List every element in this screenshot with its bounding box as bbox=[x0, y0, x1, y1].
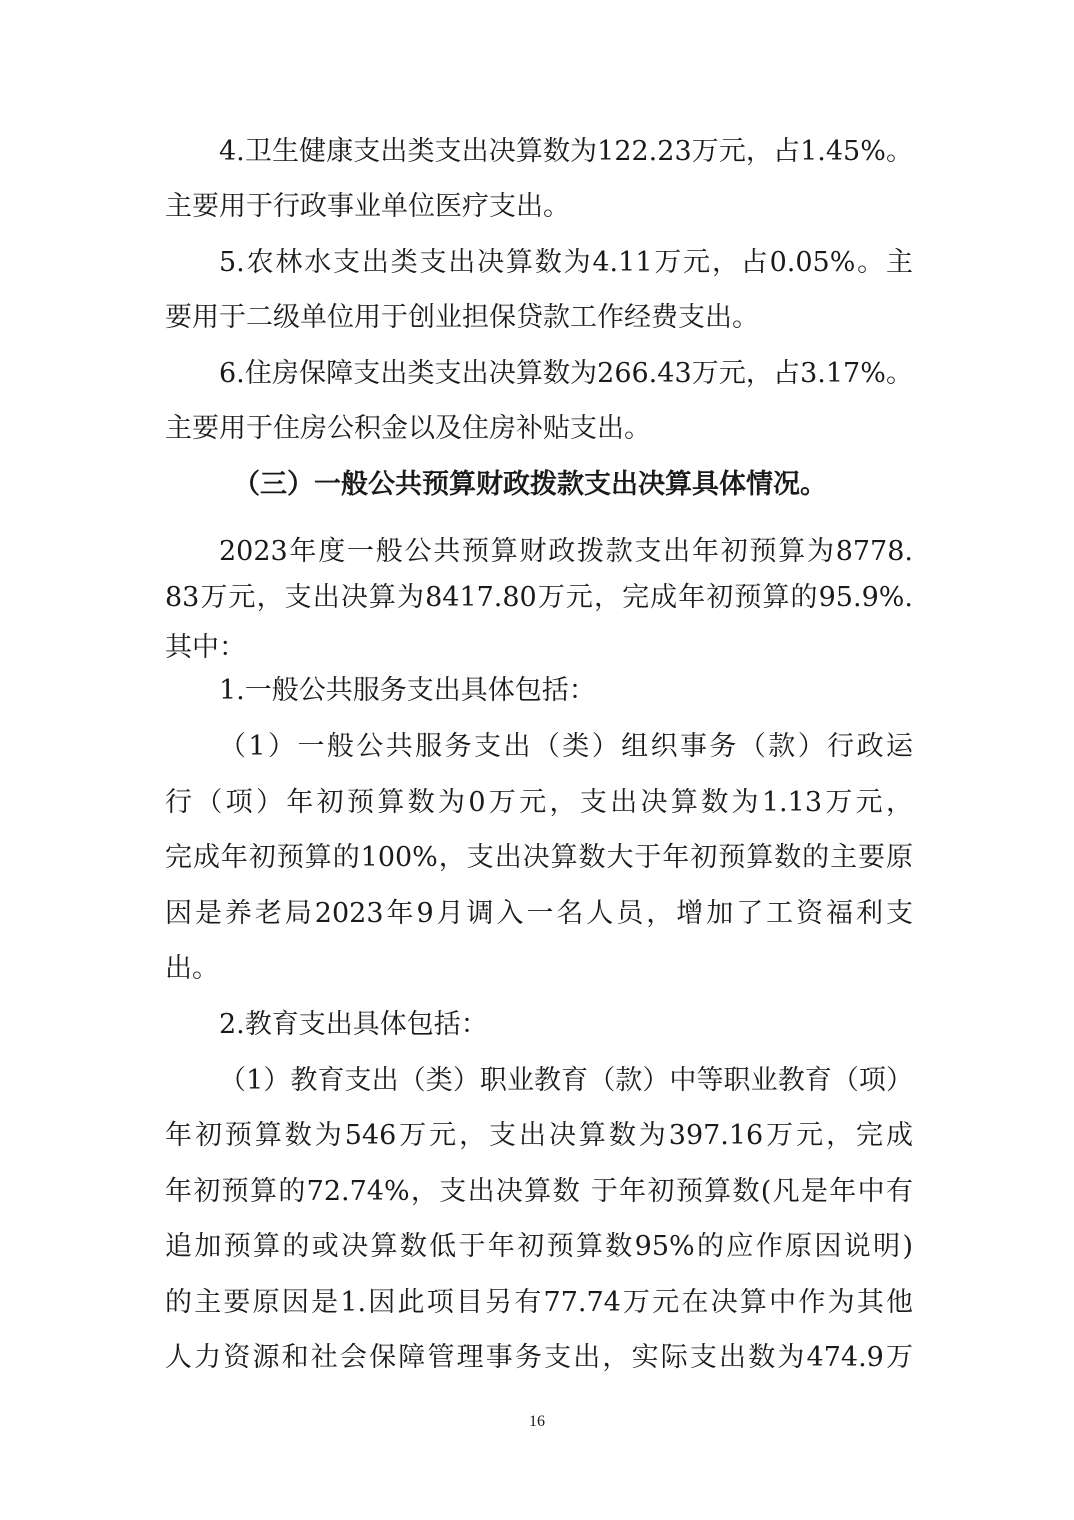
paragraph-education-line-6: 人力资源和社会保障管理事务支出，实际支出数为474.9万 bbox=[165, 1342, 913, 1373]
paragraph-education-line-2: 年初预算数为546万元，支出决算数为397.16万元，完成 bbox=[165, 1120, 913, 1151]
paragraph-education-line-5: 的主要原因是1.因此项目另有77.74万元在决算中作为其他 bbox=[165, 1287, 913, 1318]
paragraph-health-line-1: 4.卫生健康支出类支出决算数为122.23万元，占1.45%。 bbox=[219, 136, 913, 167]
paragraph-agriculture-line-2: 要用于二级单位用于创业担保贷款工作经费支出。 bbox=[165, 302, 759, 333]
paragraph-housing-line-2: 主要用于住房公积金以及住房补贴支出。 bbox=[165, 413, 651, 444]
paragraph-general-services-line-2: 行（项）年初预算数为0万元，支出决算数为1.13万元， bbox=[165, 787, 913, 818]
paragraph-summary-line-2: 83万元，支出决算为8417.80万元，完成年初预算的95.9%. bbox=[165, 582, 913, 613]
item-general-services-heading: 1.一般公共服务支出具体包括： bbox=[219, 675, 596, 706]
paragraph-summary-line-3: 其中： bbox=[165, 632, 246, 663]
page-number: 16 bbox=[529, 1413, 545, 1430]
paragraph-general-services-line-4: 因是养老局2023年9月调入一名人员，增加了工资福利支 bbox=[165, 898, 913, 929]
paragraph-housing-line-1: 6.住房保障支出类支出决算数为266.43万元，占3.17%。 bbox=[219, 358, 913, 389]
paragraph-education-line-1: （1）教育支出（类）职业教育（款）中等职业教育（项） bbox=[219, 1065, 913, 1096]
paragraph-education-line-4: 追加预算的或决算数低于年初预算数95%的应作原因说明) bbox=[165, 1231, 913, 1262]
paragraph-education-line-3: 年初预算的72.74%，支出决算数 于年初预算数(凡是年中有 bbox=[165, 1176, 913, 1207]
paragraph-agriculture-line-1: 5.农林水支出类支出决算数为4.11万元，占0.05%。主 bbox=[219, 247, 913, 278]
paragraph-summary-line-1: 2023年度一般公共预算财政拨款支出年初预算为8778. bbox=[219, 536, 913, 567]
paragraph-general-services-line-3: 完成年初预算的100%，支出决算数大于年初预算数的主要原 bbox=[165, 842, 913, 873]
paragraph-general-services-line-5: 出。 bbox=[165, 953, 219, 984]
section-heading: （三）一般公共预算财政拨款支出决算具体情况。 bbox=[233, 469, 827, 500]
paragraph-general-services-line-1: （1）一般公共服务支出（类）组织事务（款）行政运 bbox=[219, 731, 913, 762]
item-education-heading: 2.教育支出具体包括： bbox=[219, 1009, 488, 1040]
paragraph-health-line-2: 主要用于行政事业单位医疗支出。 bbox=[165, 191, 570, 222]
